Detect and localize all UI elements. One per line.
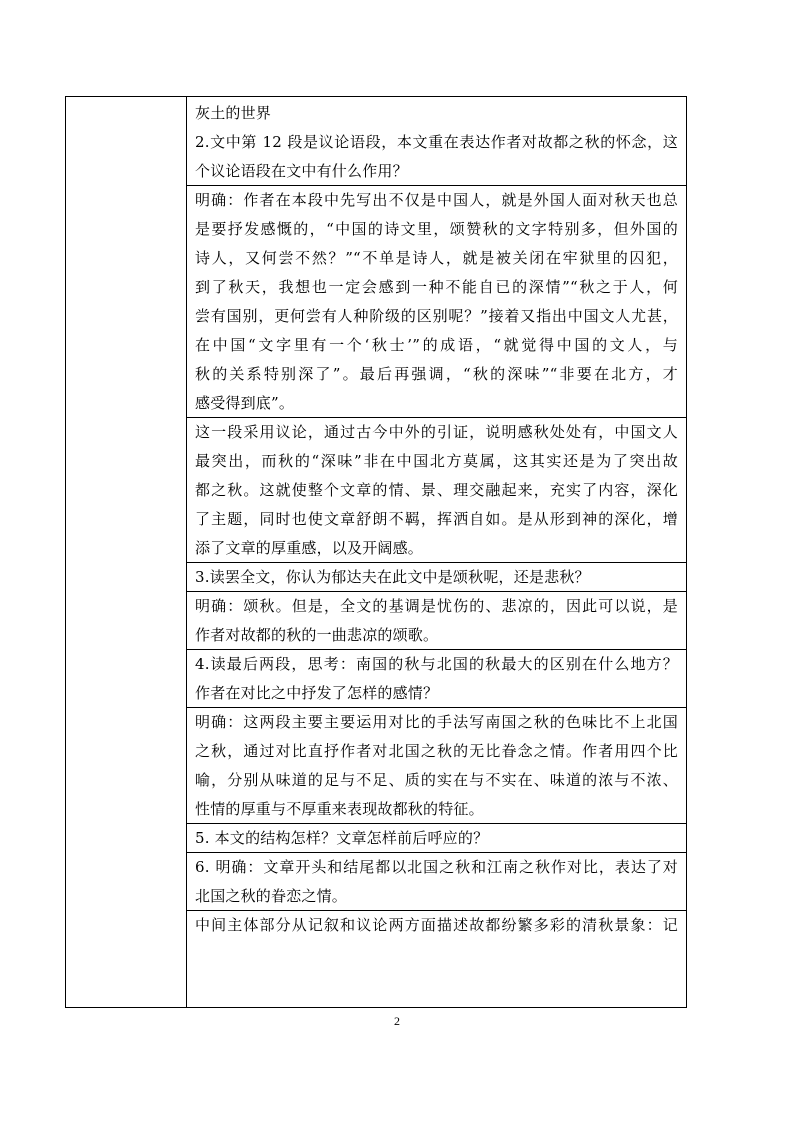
line-text: 2.文中第 12 段是议论语段，本文重在表达作者对故都之秋的怀念，这 bbox=[195, 133, 678, 151]
page-number: 2 bbox=[394, 1014, 400, 1028]
text-line bbox=[187, 244, 686, 273]
document-table bbox=[65, 96, 687, 1008]
text-line bbox=[187, 679, 686, 708]
text-line bbox=[187, 911, 686, 940]
text-line bbox=[187, 766, 686, 795]
line-text: 作者对故都的秋的一曲悲凉的颂歌。 bbox=[195, 626, 439, 644]
text-line bbox=[187, 505, 686, 534]
text-line bbox=[187, 882, 686, 911]
text-line bbox=[187, 331, 686, 360]
text-line bbox=[187, 273, 686, 302]
line-text: 尝有国别，更何尝有人种阶级的区别呢？”接着又指出中国文人尤甚， bbox=[195, 307, 678, 325]
line-text: 4.读最后两段，思考：南国的秋与北国的秋最大的区别在什么地方？ bbox=[195, 655, 678, 673]
line-text: 了主题，同时也使文章舒朗不羁，挥洒自如。是从形到神的深化，增 bbox=[195, 510, 678, 528]
line-text: 是要抒发感慨的，“中国的诗文里，颂赞秋的文字特别多，但外国的 bbox=[195, 220, 678, 238]
line-text: 都之秋。这就使整个文章的情、景、理交融起来，充实了内容，深化 bbox=[195, 481, 678, 499]
line-text: 这一段采用议论，通过古今中外的引证，说明感秋处处有，中国文人 bbox=[195, 423, 678, 441]
line-text: 诗人，又何尝不然？”“不单是诗人，就是被关闭在牢狱里的囚犯， bbox=[195, 249, 678, 267]
line-text: 5. 本文的结构怎样？文章怎样前后呼应的？ bbox=[195, 829, 489, 847]
line-text: 明确：作者在本段中先写出不仅是中国人，就是外国人面对秋天也总 bbox=[195, 191, 678, 209]
text-line bbox=[187, 302, 686, 331]
text-line bbox=[187, 186, 686, 215]
line-text: 最突出，而秋的“深味”非在中国北方莫属，这其实还是为了突出故 bbox=[195, 452, 678, 470]
text-line bbox=[187, 592, 686, 621]
line-text: 喻，分别从味道的足与不足、质的实在与不实在、味道的浓与不浓、 bbox=[195, 771, 678, 789]
line-text: 明确：这两段主要主要运用对比的手法写南国之秋的色味比不上北国 bbox=[195, 713, 678, 731]
line-text: 到了秋天，我想也一定会感到一种不能自已的深情”“秋之于人，何 bbox=[195, 278, 678, 296]
text-line bbox=[187, 853, 686, 882]
table-content-column bbox=[187, 97, 686, 1007]
line-text: 之秋，通过对比直抒作者对北国之秋的无比眷念之情。作者用四个比 bbox=[195, 742, 678, 760]
line-text: 中间主体部分从记叙和议论两方面描述故都纷繁多彩的清秋景象：记 bbox=[195, 916, 678, 934]
line-text: 秋的关系特别深了”。最后再强调，“秋的深味”“非要在北方，才 bbox=[195, 365, 678, 383]
text-line bbox=[187, 795, 686, 824]
text-line bbox=[187, 215, 686, 244]
line-text: 添了文章的厚重感，以及开阔感。 bbox=[195, 539, 424, 557]
text-line bbox=[187, 824, 686, 853]
text-line bbox=[187, 737, 686, 766]
text-line bbox=[187, 128, 686, 157]
text-line bbox=[187, 157, 686, 186]
text-line bbox=[187, 563, 686, 592]
line-text: 个议论语段在文中有什么作用？ bbox=[195, 162, 408, 180]
text-line bbox=[187, 389, 686, 418]
text-line bbox=[187, 447, 686, 476]
text-line bbox=[187, 650, 686, 679]
line-text: 3.读罢全文，你认为郁达夫在此文中是颂秋呢，还是悲秋？ bbox=[195, 568, 590, 586]
line-text: 作者在对比之中抒发了怎样的感情？ bbox=[195, 684, 439, 702]
line-text: 北国之秋的眷恋之情。 bbox=[195, 887, 348, 905]
line-text: 感受得到底”。 bbox=[195, 394, 295, 412]
text-line bbox=[187, 534, 686, 563]
text-line bbox=[187, 476, 686, 505]
table-left-column bbox=[66, 97, 187, 1007]
line-text: 灰土的世界 bbox=[195, 104, 272, 122]
line-text: 6. 明确：文章开头和结尾都以北国之秋和江南之秋作对比，表达了对 bbox=[195, 858, 678, 876]
text-line bbox=[187, 621, 686, 650]
line-text: 明确：颂秋。但是，全文的基调是忧伤的、悲凉的，因此可以说，是 bbox=[195, 597, 678, 615]
text-line bbox=[187, 708, 686, 737]
text-line bbox=[187, 360, 686, 389]
text-line bbox=[187, 99, 686, 128]
line-text: 性情的厚重与不厚重来表现故都秋的特征。 bbox=[195, 800, 484, 818]
line-text: 在中国“文字里有一个‘秋士’”的成语，“就觉得中国的文人，与 bbox=[195, 336, 678, 354]
text-line bbox=[187, 418, 686, 447]
